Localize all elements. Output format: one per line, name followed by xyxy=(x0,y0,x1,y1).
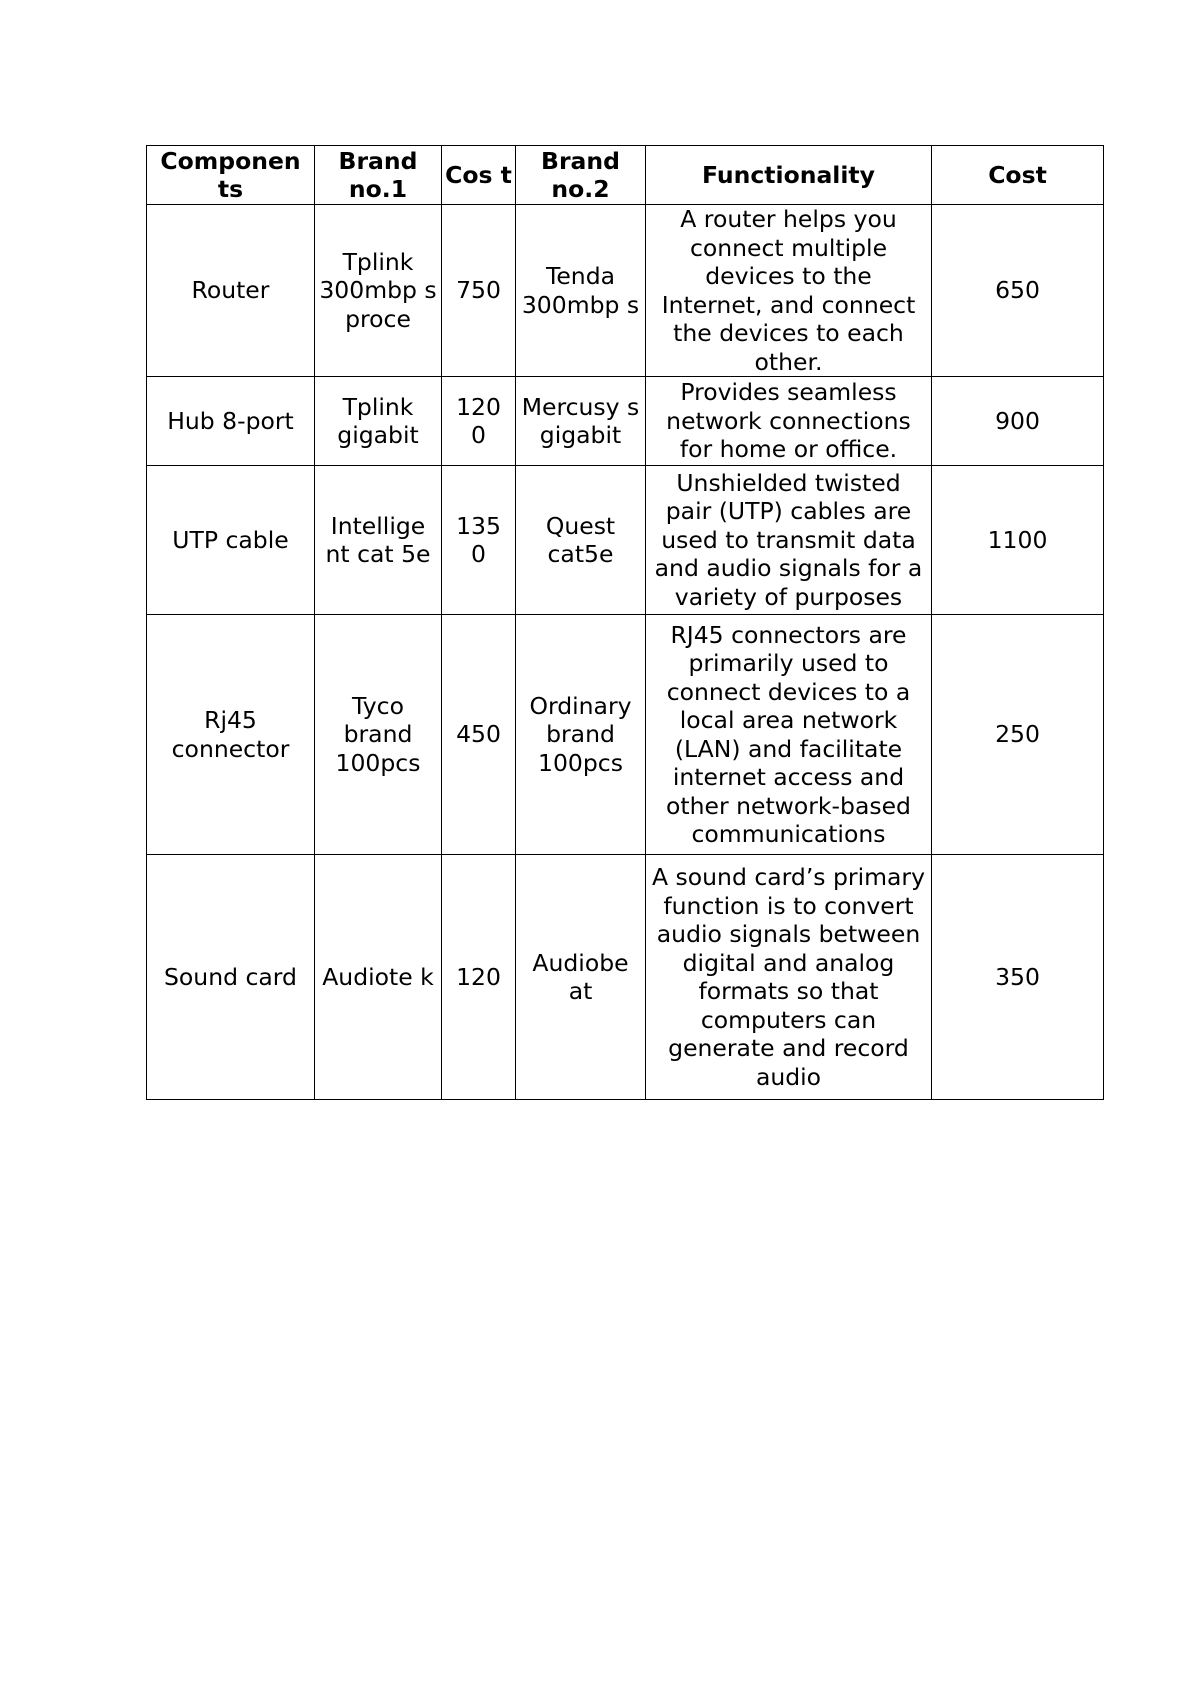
cell-cost-1: 135 0 xyxy=(442,466,516,615)
cell-cost-1: 750 xyxy=(442,205,516,377)
cell-brand-2: Ordinary brand 100pcs xyxy=(516,615,646,855)
table-row xyxy=(147,615,1104,855)
header-brand-2: Brand no.2 xyxy=(516,146,646,205)
cell-cost-2: 1100 xyxy=(932,466,1104,615)
header-brand-1: Brand no.1 xyxy=(315,146,442,205)
header-cost-2: Cost xyxy=(932,146,1104,205)
cell-brand-1: Tplink gigabit xyxy=(315,377,442,466)
cell-brand-1: Tyco brand 100pcs xyxy=(315,615,442,855)
cell-functionality: Unshielded twisted pair (UTP) cables are used to transmit data and audio signals for a variety of purposes xyxy=(646,466,932,615)
header-functionality: Functionality xyxy=(646,146,932,205)
cell-cost-2: 350 xyxy=(932,855,1104,1100)
cell-component: Hub 8-port xyxy=(147,377,315,466)
cell-component: UTP cable xyxy=(147,466,315,615)
table-header-row xyxy=(147,146,1104,205)
cell-component: Sound card xyxy=(147,855,315,1100)
cell-brand-1: Tplink 300mbp s proce xyxy=(315,205,442,377)
cell-functionality: A sound card’s primary function is to convert audio signals between digital and analog formats so that computers can generate and record audio xyxy=(646,855,932,1100)
cell-cost-2: 650 xyxy=(932,205,1104,377)
cell-functionality: A router helps you connect multiple devices to the Internet, and connect the devices to each other. xyxy=(646,205,932,377)
cell-brand-2: Tenda 300mbp s xyxy=(516,205,646,377)
table-row xyxy=(147,377,1104,466)
cell-cost-2: 250 xyxy=(932,615,1104,855)
cell-brand-2: Mercusy s gigabit xyxy=(516,377,646,466)
cell-brand-2: Audiobe at xyxy=(516,855,646,1100)
table-row xyxy=(147,466,1104,615)
header-components: Componen ts xyxy=(147,146,315,205)
cell-functionality: RJ45 connectors are primarily used to connect devices to a local area network (LAN) and facilitate internet access and other network-based communications xyxy=(646,615,932,855)
cell-cost-1: 120 xyxy=(442,855,516,1100)
header-cost-1: Cos t xyxy=(442,146,516,205)
cell-component: Rj45 connector xyxy=(147,615,315,855)
cell-component: Router xyxy=(147,205,315,377)
components-table xyxy=(146,145,1104,1100)
cell-brand-1: Intellige nt cat 5e xyxy=(315,466,442,615)
cell-cost-1: 120 0 xyxy=(442,377,516,466)
cell-cost-1: 450 xyxy=(442,615,516,855)
table-row xyxy=(147,855,1104,1100)
cell-brand-1: Audiote k xyxy=(315,855,442,1100)
cell-cost-2: 900 xyxy=(932,377,1104,466)
cell-brand-2: Quest cat5e xyxy=(516,466,646,615)
cell-functionality: Provides seamless network connections for home or office. xyxy=(646,377,932,466)
table-row xyxy=(147,205,1104,377)
